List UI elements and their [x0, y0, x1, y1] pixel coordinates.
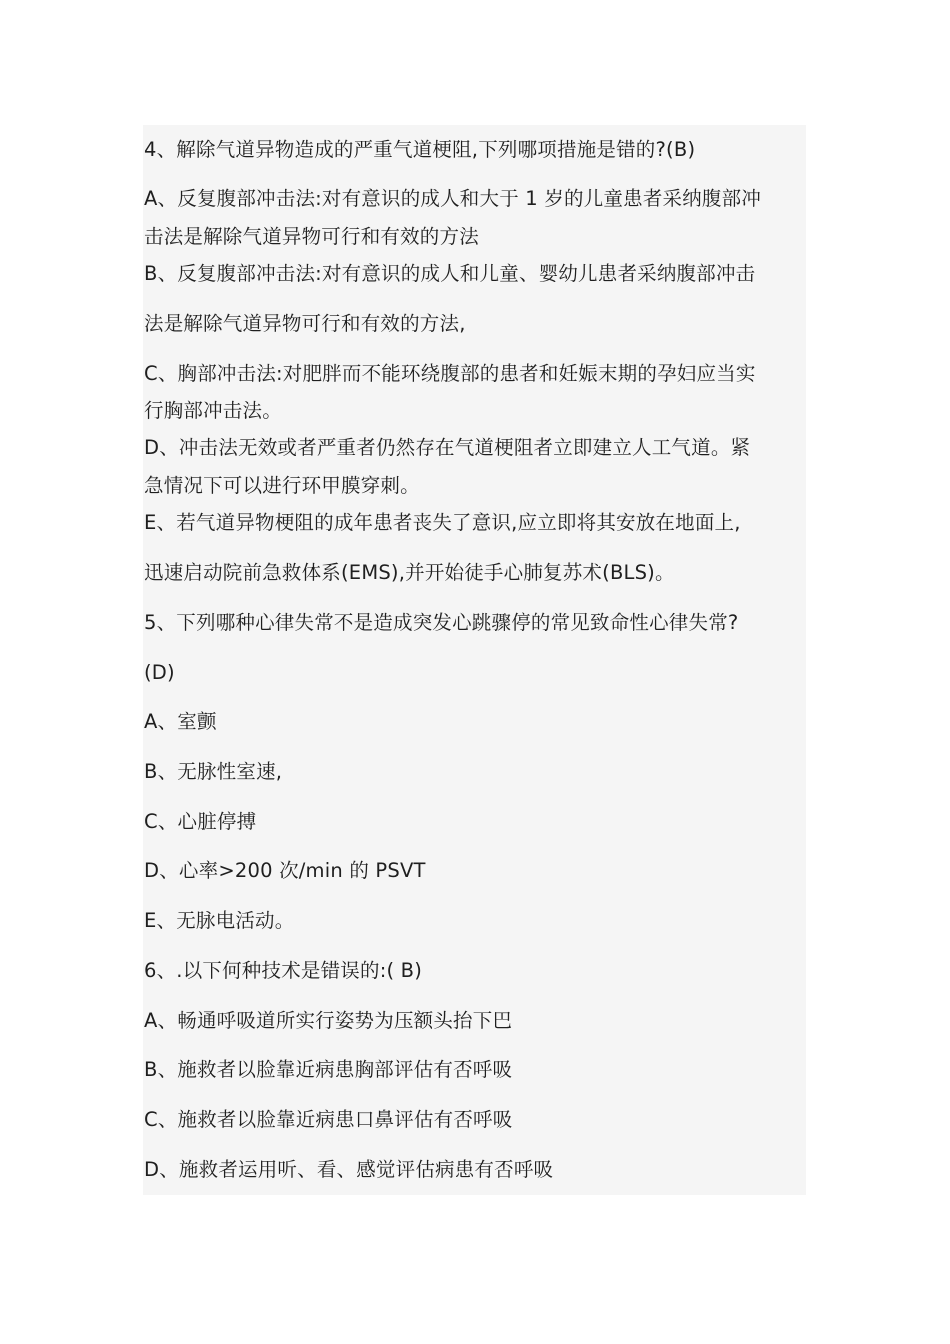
question-6-option-d: D、施救者运用听、看、感觉评估病患有否呼吸 [144, 1158, 554, 1181]
question-5-title: 5、下列哪种心律失常不是造成突发心跳骤停的常见致命性心律失常? [144, 611, 739, 634]
question-4-option-e-line-2: 迅速启动院前急救体系(EMS),并开始徒手心肺复苏术(BLS)。 [144, 561, 675, 584]
question-4-option-d-line-1: D、冲击法无效或者严重者仍然存在气道梗阻者立即建立人工气道。紧 [144, 436, 751, 459]
question-6-option-c: C、施救者以脸靠近病患口鼻评估有否呼吸 [144, 1108, 513, 1131]
question-4-option-c-line-2: 行胸部冲击法。 [144, 399, 282, 422]
question-5-answer: (D) [144, 661, 175, 684]
question-4-option-e-line-1: E、若气道异物梗阻的成年患者丧失了意识,应立即将其安放在地面上, [144, 511, 741, 534]
question-4-option-a-line-2: 击法是解除气道异物可行和有效的方法 [144, 225, 479, 248]
question-4-title: 4、解除气道异物造成的严重气道梗阻,下列哪项措施是错的?(B) [144, 138, 696, 161]
question-6-option-a: A、畅通呼吸道所实行姿势为压额头抬下巴 [144, 1009, 513, 1032]
question-4-option-c-line-1: C、胸部冲击法:对肥胖而不能环绕腹部的患者和妊娠末期的孕妇应当实 [144, 362, 756, 385]
question-6-option-b: B、施救者以脸靠近病患胸部评估有否呼吸 [144, 1058, 513, 1081]
question-5-option-b: B、无脉性室速, [144, 760, 283, 783]
question-4-option-b-line-1: B、反复腹部冲击法:对有意识的成人和儿童、婴幼儿患者采纳腹部冲击 [144, 262, 756, 285]
question-4-option-b-line-2: 法是解除气道异物可行和有效的方法, [144, 312, 466, 335]
question-5-option-a: A、室颤 [144, 710, 217, 733]
question-5-option-c: C、心脏停搏 [144, 810, 257, 833]
question-6-title: 6、.以下何种技术是错误的:( B) [144, 959, 423, 982]
question-5-option-e: E、无脉电活动。 [144, 909, 295, 932]
question-4-option-d-line-2: 急情况下可以进行环甲膜穿刺。 [144, 474, 420, 497]
question-5-option-d: D、心率>200 次/min 的 PSVT [144, 859, 426, 882]
question-4-option-a-line-1: A、反复腹部冲击法:对有意识的成人和大于 1 岁的儿童患者采纳腹部冲 [144, 187, 762, 210]
